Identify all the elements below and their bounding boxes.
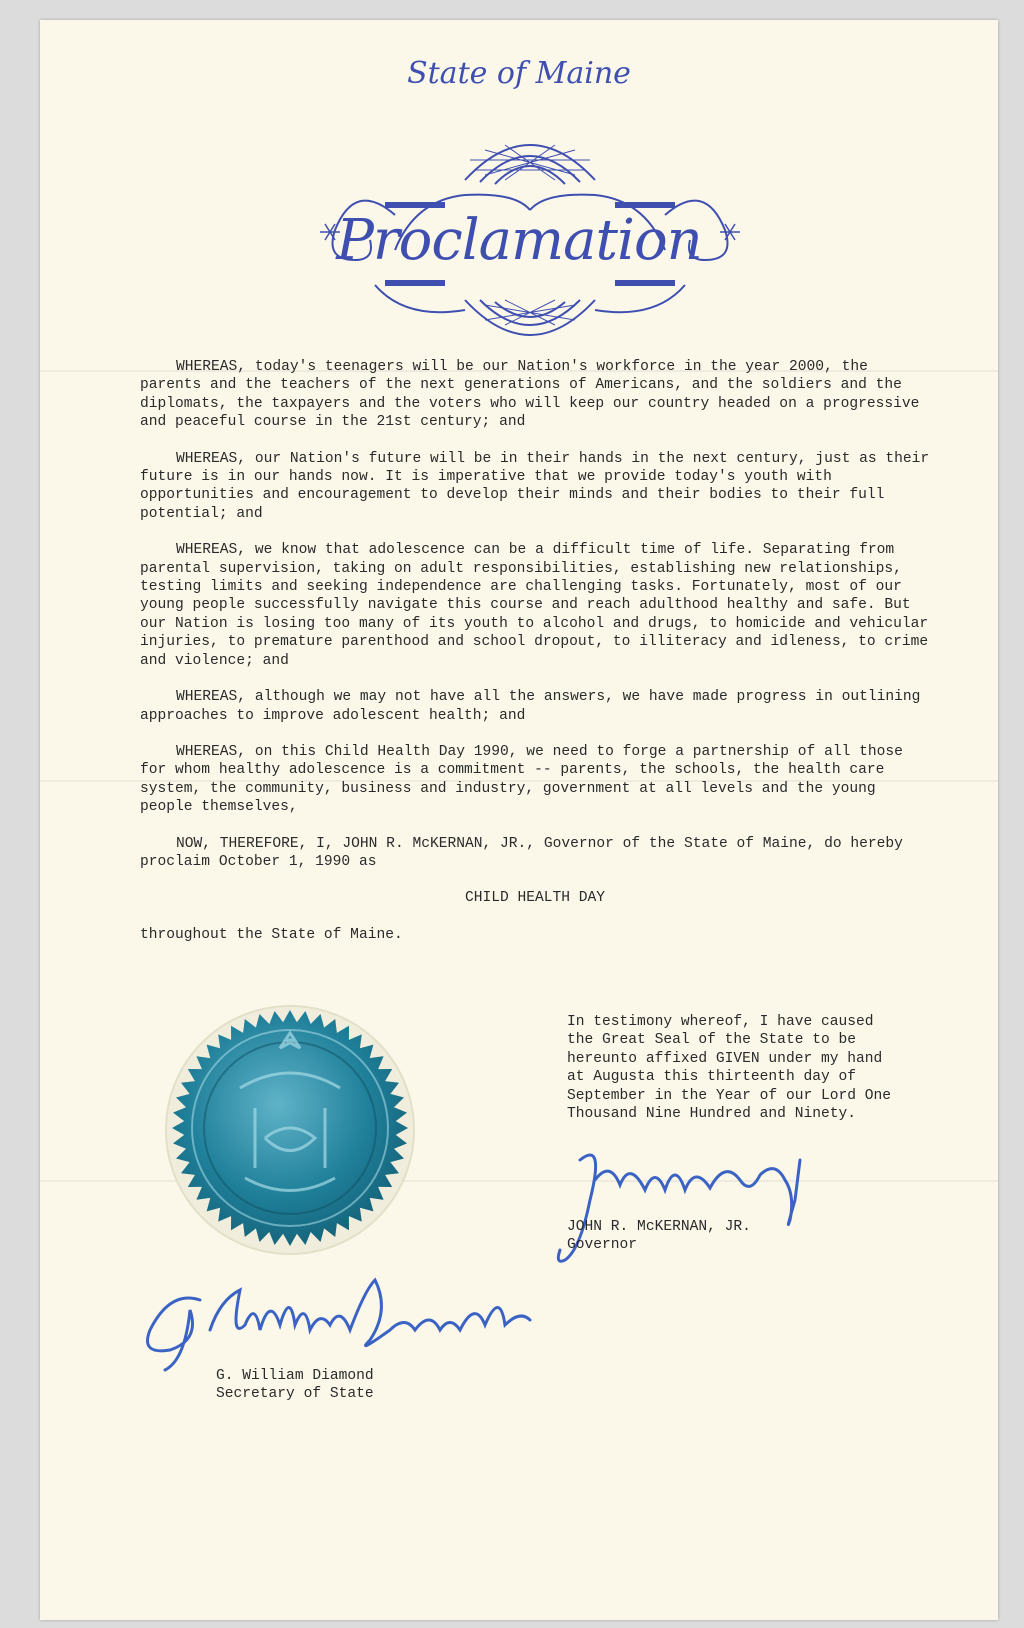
- proclaimed-day: CHILD HEALTH DAY: [464, 890, 606, 907]
- whereas-paragraph-5: WHEREAS, on this Child Health Day 1990, we need to forge a partnership of all those for whom healthy adolescence is a commitment -- parents, the schools, the health care system, the community, business and industry, government at all levels and the young people themselves,: [140, 743, 903, 816]
- closing-line: throughout the State of Maine.: [140, 926, 403, 943]
- proclamation-document: [40, 20, 998, 1620]
- whereas-paragraph-3: WHEREAS, we know that adolescence can be a difficult time of life. Separating from parental supervision, taking on adult responsibilities, establishing new relationships, testing limits and seeking independence are challenging tasks. Fortunately, most of our young people successfully navigate this course and reach adulthood healthy and safe. But our Nation is losing too many of its youth to alcohol and drugs, to homicide and vehicular injuries, to premature parenthood and school dropout, to illiteracy and idleness, to crime and violence; and: [140, 542, 929, 669]
- secretary-block: [216, 1367, 374, 1404]
- whereas-paragraph-2: WHEREAS, our Nation's future will be in their hands in the next century, just as their future is in our hands now. It is imperative that we provide today's youth with opportunities and encouragement to develop their minds and their bodies to their full potential; and: [140, 450, 930, 522]
- testimony-clause: In testimony whereof, I have caused the Great Seal of the State to be hereunto affixed GIVEN under my hand at Augusta this thirteenth day of September in the Year of our Lord One Thousand Nine Hundred and Ninety.: [567, 1014, 892, 1123]
- state-title: State of Maine: [407, 56, 631, 91]
- governor-signature: [550, 1140, 830, 1280]
- whereas-paragraph-4: WHEREAS, although we may not have all the answers, we have made progress in outlining approaches to improve adolescent health; and: [140, 689, 921, 724]
- governor-block: [567, 1218, 751, 1255]
- document-title: Proclamation: [336, 208, 702, 273]
- secretary-name: G. William Diamond: [216, 1368, 374, 1384]
- governor-name: JOHN R. McKERNAN, JR.: [567, 1219, 751, 1235]
- whereas-paragraph-1: WHEREAS, today's teenagers will be our Nation's workforce in the year 2000, the parents and the teachers of the next generations of Americans, and the soldiers and the diplomats, the taxpayers and the voters who will keep our country headed on a progressive and peaceful course in the 21st century; and: [140, 359, 920, 431]
- secretary-title: Secretary of State: [216, 1386, 374, 1403]
- great-seal-icon: [160, 998, 420, 1258]
- proclamation-body: [140, 358, 930, 962]
- governor-title: Governor: [567, 1237, 638, 1254]
- proclamation-paragraph: NOW, THEREFORE, I, JOHN R. McKERNAN, JR., Governor of the State of Maine, do hereby proclaim October 1, 1990 as: [140, 835, 903, 870]
